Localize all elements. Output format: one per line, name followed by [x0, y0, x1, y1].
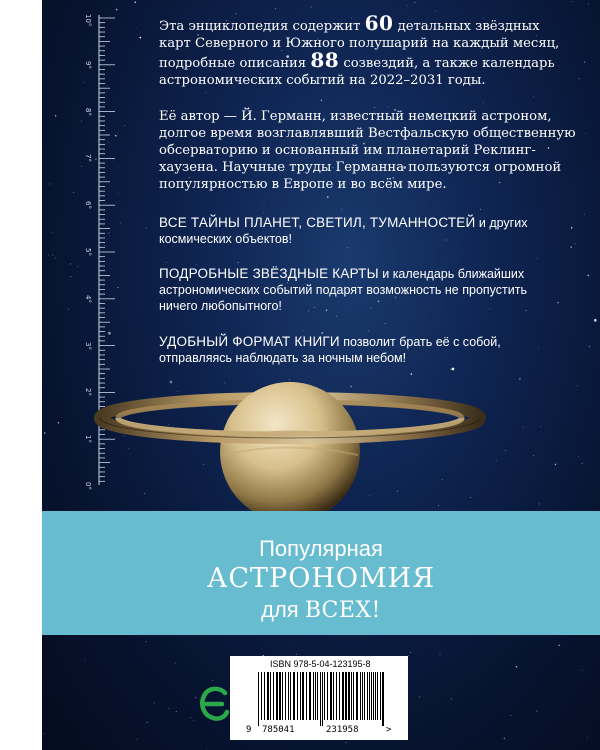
ruler-label: 1° [84, 435, 92, 444]
svg-text:9: 9 [246, 725, 252, 734]
feature-format: УДОБНЫЙ ФОРМАТ КНИГИ позволит брать её с собой, отправляясь наблюдать за ночным небом! [159, 334, 501, 365]
ruler-label: 2° [84, 388, 92, 397]
band-line-popular: Популярная [259, 536, 383, 561]
back-cover [42, 0, 600, 750]
ruler-label: 9° [84, 60, 92, 69]
ruler-label: 10° [84, 14, 92, 27]
barcode [246, 672, 396, 734]
svg-text:231958: 231958 [326, 725, 359, 734]
isbn-barcode-box [230, 656, 408, 740]
ruler-label: 0° [84, 482, 92, 490]
author-paragraph: Её автор — Й. Германн, известный немецкий астроном, долгое время возглавлявший Вестфальскую общественную обсерваторию и основанный им планетарий Реклинг- хаузена. Научные труды Германна пользуются огромной популярностью в Европе и во всём мире. [159, 109, 576, 192]
maps-count: 60 [364, 11, 394, 35]
intro-paragraph: Эта энциклопедия содержит 60 детальных звёздных карт Северного и Южного полушарий на каждый месяц, подробные описания 88 созвездий, а также календарь астрономических событий на 2022–2031 годы. [159, 11, 560, 88]
svg-text:785041: 785041 [262, 725, 295, 734]
eksmo-e-logo-icon [200, 684, 230, 724]
ruler-label: 4° [84, 294, 92, 303]
ruler-label: 5° [84, 248, 92, 256]
band-line-astronomy: АСТРОНОМИЯ [206, 563, 436, 594]
ruler-label: 7° [84, 154, 92, 163]
band-line-for-all: для ВСЕХ! [261, 597, 381, 623]
ruler-label: 3° [84, 341, 92, 350]
feature-star-maps: ПОДРОБНЫЕ ЗВЁЗДНЫЕ КАРТЫ и календарь ближайших астрономических событий подарят возможность не пропустить ничего любопытного! [159, 266, 527, 313]
title-band [42, 511, 600, 635]
svg-text:>: > [386, 725, 392, 734]
feature-secrets: ВСЕ ТАЙНЫ ПЛАНЕТ, СВЕТИЛ, ТУМАННОСТЕЙ и других космических объектов! [159, 215, 528, 246]
ruler-label: 8° [84, 107, 92, 116]
saturn-illustration [42, 360, 600, 520]
ruler-label: 6° [84, 201, 92, 210]
constellations-count: 88 [310, 48, 340, 72]
isbn-text: ISBN 978-5-04-123195-8 [270, 659, 371, 669]
